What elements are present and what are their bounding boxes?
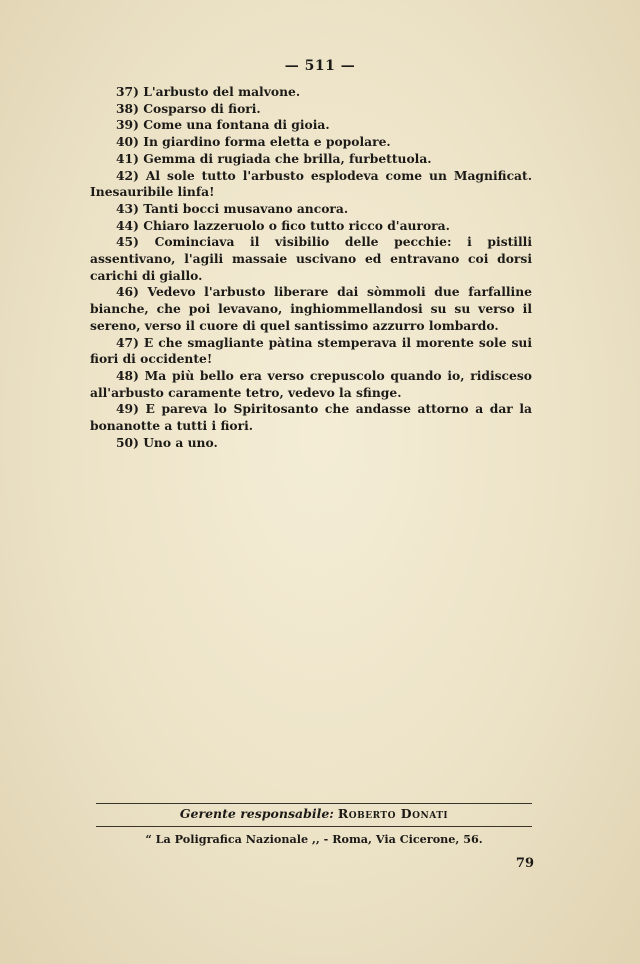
paragraph-38: 38) Cosparso di fiori. (116, 100, 261, 116)
gerente-line (96, 806, 532, 821)
body-text (90, 84, 532, 451)
paragraph-40: 40) In giardino forma eletta e popolare. (116, 134, 391, 150)
paragraph-43: 43) Tanti bocci musavano ancora. (116, 200, 349, 216)
page-number: — 511 — (284, 58, 356, 74)
paragraph-37: 37) L'arbusto del malvone. (116, 84, 301, 99)
paragraph-47: 47) E che smagliante pàtina stemperava il morente sole sui fiori di occidente! (90, 334, 532, 367)
gerente-name: Roberto Donati (337, 806, 449, 821)
printer-line: “ La Poligrafica Nazionale ,, - Roma, Via Cicerone, 56. (145, 832, 483, 846)
paragraph-48: 48) Ma più bello era verso crepuscolo quando io, ridisceso all'arbusto caramente tetro, vedevo la sfinge. (90, 367, 532, 400)
paragraph-46: 46) Vedevo l'arbusto liberare dai sòmmoli due farfalline bianche, che poi levavano, inghiommellandosi su su verso il sereno, verso il cuore di quel santissimo azzurro lombardo. (90, 284, 532, 333)
paragraph-49: 49) E pareva lo Spiritosanto che andasse attorno a dar la bonanotte a tutti i fiori. (90, 401, 532, 434)
paragraph-44: 44) Chiaro lazzeruolo o fico tutto ricco d'aurora. (116, 217, 450, 233)
paragraph-41: 41) Gemma di rugiada che brilla, furbettuola. (116, 150, 432, 166)
paragraph-39: 39) Come una fontana di gioia. (116, 117, 330, 133)
paragraph-42: 42) Al sole tutto l'arbusto esplodeva come un Magnificat. Inesauribile linfa! (90, 167, 532, 200)
gerente-label: Gerente responsabile: (179, 806, 334, 821)
footer-rule-top (96, 803, 532, 804)
footer-rule-bottom (96, 826, 532, 827)
paragraph-50: 50) Uno a uno. (116, 434, 218, 450)
paragraph-45: 45) Cominciava il visibilio delle pecchie: i pistilli assentivano, l'agili massaie uscivano ed entravano coi dorsi carichi di giallo. (90, 234, 532, 283)
sheet-number: 79 (515, 856, 534, 871)
